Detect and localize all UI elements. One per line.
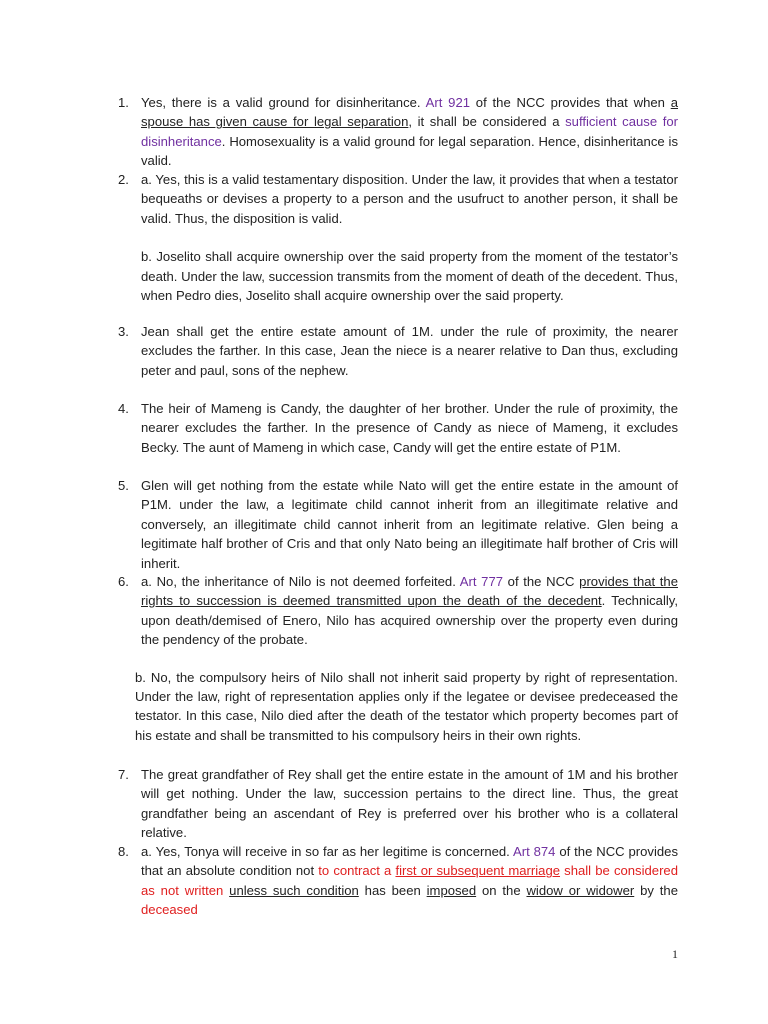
text-run: of the NCC provides that when bbox=[470, 95, 671, 110]
underlined-phrase: a spouse has given cause for legal separation bbox=[141, 95, 679, 130]
underlined-phrase: imposed bbox=[426, 882, 477, 898]
item-number: 4. bbox=[118, 401, 129, 416]
text-run: of the NCC provides that an absolute condition not bbox=[141, 844, 678, 879]
red-phrase: deceased bbox=[141, 902, 198, 918]
red-phrase: to contract a bbox=[318, 863, 396, 879]
item-number: 5. bbox=[118, 478, 129, 493]
answer-paragraph: The heir of Mameng is Candy, the daughter of her brother. Under the rule of proximity, the nearer excludes the farther. In the presence of Candy as niece of Mameng, it excludes Becky. The aunt of Mameng in which case, Candy will get the entire estate of P1M. bbox=[141, 401, 678, 455]
answer-paragraph bbox=[141, 93, 678, 171]
item-number: 3. bbox=[118, 324, 129, 339]
text-run: by the bbox=[634, 882, 678, 898]
text-run: , it shall be considered a bbox=[408, 114, 566, 130]
emphasis-phrase: sufficient cause for disinheritance bbox=[141, 114, 679, 149]
red-underlined-phrase: first or subsequent marriage bbox=[395, 863, 561, 879]
answer-paragraph-a bbox=[141, 572, 678, 650]
text-run: on the bbox=[476, 882, 527, 898]
answer-paragraph: Glen will get nothing from the estate while Nato will get the entire estate in the amount of P1M. under the law, a legitimate child cannot inherit from an illegitimate relative and conversely, an illegitimate child cannot inherit from an legitimate relative. Glen being a legitimate half brother of Cris and that only Nato being an illegitimate half brother of Cris will inherit. bbox=[141, 478, 678, 571]
underlined-phrase: widow or widower bbox=[526, 882, 635, 898]
answer-item-4 bbox=[118, 399, 678, 457]
answer-item-5 bbox=[118, 476, 678, 573]
answer-item-8 bbox=[118, 842, 678, 920]
item-number: 2. bbox=[118, 172, 129, 187]
text-run: . Technically, upon death/demised of Enero, Nilo has acquired ownership over the property even during the pendency of the probate. bbox=[141, 593, 678, 648]
text-run: . Homosexuality is a valid ground for legal separation. Hence, disinheritance is valid. bbox=[141, 133, 678, 169]
answer-paragraph-a: a. Yes, this is a valid testamentary disposition. Under the law, it provides that when a testator bequeaths or devises a property to a person and the usufruct to another person, it shall be valid. Thus, the disposition is valid. bbox=[141, 172, 678, 226]
red-phrase: shall be considered as not written bbox=[141, 863, 678, 898]
underlined-phrase: provides that the rights to succession is deemed transmitted upon the death of the decedent bbox=[141, 574, 679, 609]
item-number: 6. bbox=[118, 574, 129, 589]
text-run: Yes, there is a valid ground for disinheritance. bbox=[141, 95, 426, 110]
answer-paragraph-a bbox=[141, 842, 678, 920]
answer-item-7 bbox=[118, 765, 678, 843]
answer-item-3 bbox=[118, 322, 678, 380]
answer-paragraph-b: b. No, the compulsory heirs of Nilo shall not inherit said property by right of representation. Under the law, right of representation applies only if the legatee or devisee predeceased the testator. In this case, Nilo died after the death of the testator which property becomes part of his estate and shall be transmitted to his compulsory heirs in their own rights. bbox=[135, 669, 678, 743]
text-run: a. Yes, Tonya will receive in so far as her legitime is concerned. bbox=[141, 844, 513, 859]
item-number: 1. bbox=[118, 95, 129, 110]
text-run: has been bbox=[358, 882, 427, 898]
text-run: of the NCC bbox=[503, 574, 580, 589]
answer-item-6 bbox=[118, 572, 678, 745]
article-reference: Art 777 bbox=[459, 574, 504, 589]
answer-paragraph-b: b. Joselito shall acquire ownership over the said property from the moment of the testator’s death. Under the law, succession transmits from the moment of death of the decedent. Thus, when Pedro dies, Joselito shall acquire ownership over the said property. bbox=[141, 249, 678, 304]
item-number: 8. bbox=[118, 844, 129, 859]
item-number: 7. bbox=[118, 767, 129, 782]
article-reference: Art 874 bbox=[513, 844, 556, 859]
article-reference: Art 921 bbox=[425, 95, 471, 110]
answer-paragraph: The great grandfather of Rey shall get the entire estate in the amount of 1M and his brother will get nothing. Under the law, succession pertains to the direct line. Thus, the great grandfather being an ascendant of Rey is preferred over his brother who is a collateral relative. bbox=[141, 767, 678, 841]
text-run: a. No, the inheritance of Nilo is not deemed forfeited. bbox=[141, 574, 460, 589]
page-number: 1 bbox=[672, 947, 678, 961]
answer-paragraph: Jean shall get the entire estate amount of 1M. under the rule of proximity, the nearer excludes the farther. In this case, Jean the niece is a nearer relative to Dan thus, excluding peter and paul, sons of the nephew. bbox=[141, 324, 678, 378]
answer-item-2 bbox=[118, 170, 678, 305]
underlined-phrase: unless such condition bbox=[229, 882, 359, 898]
answer-item-1 bbox=[118, 93, 678, 171]
